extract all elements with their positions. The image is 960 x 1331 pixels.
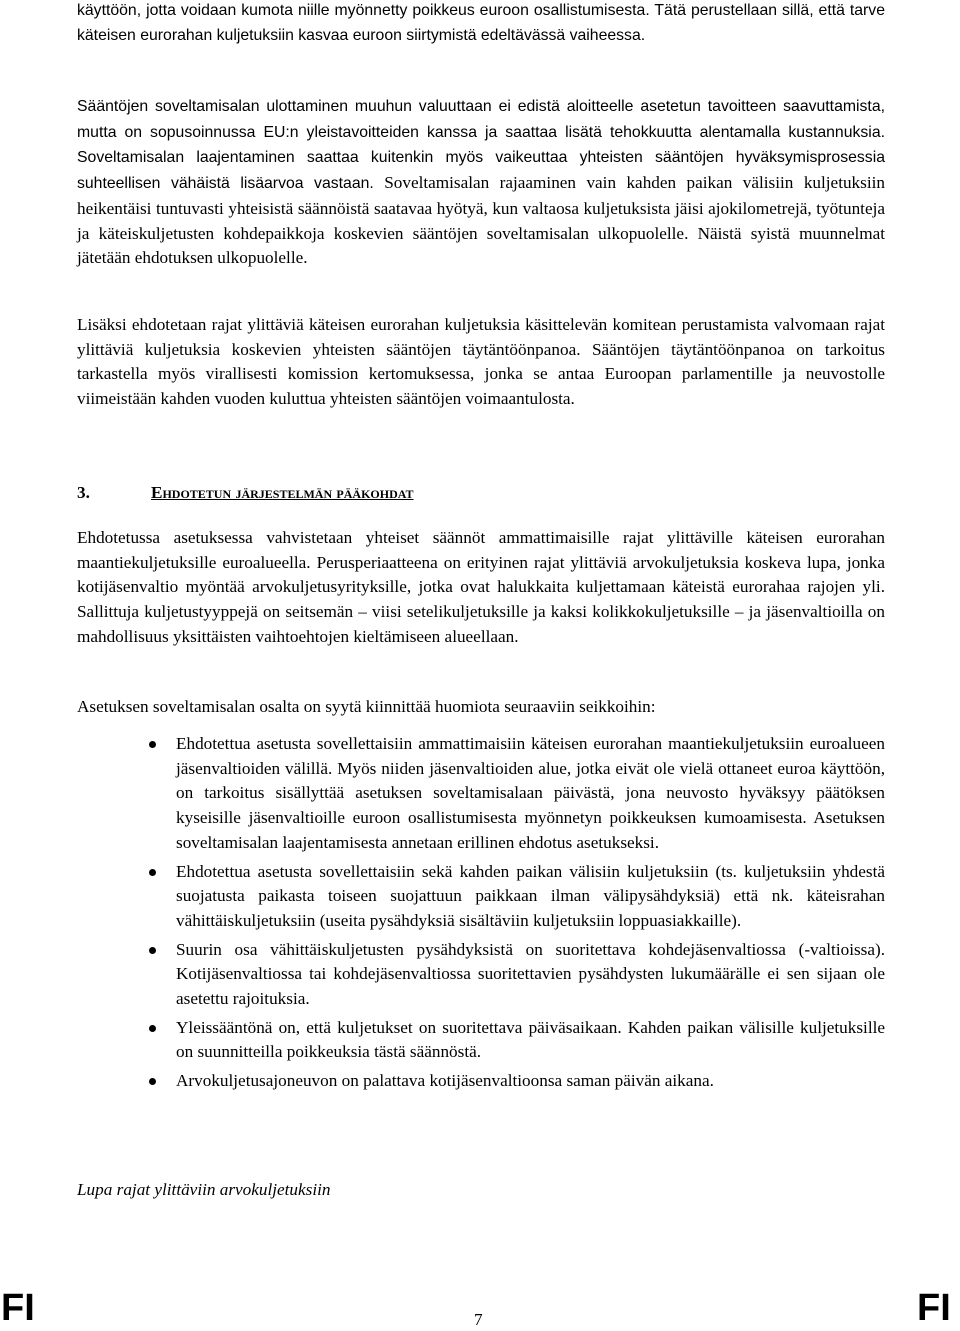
section-number: 3. xyxy=(77,483,90,502)
language-mark-left: FI xyxy=(1,1287,35,1329)
subheading: Lupa rajat ylittäviin arvokuljetuksiin xyxy=(77,1180,331,1199)
paragraph-5: Asetuksen soveltamisalan osalta on syytä kiinnittää huomiota seuraaviin seikkoihin: xyxy=(77,697,656,716)
paragraph-2 xyxy=(77,94,885,271)
bullet-icon xyxy=(149,947,156,954)
paragraph-1: käyttöön, jotta voidaan kumota niille myönnetty poikkeus euroon osallistumisesta. Tätä perustellaan sillä, että tarve käteisen eurorahan kuljetuksiin kasvaa euroon siirtymistä edeltävässä vaiheessa. xyxy=(77,2,885,44)
bullet-icon xyxy=(149,1078,156,1085)
paragraph-4: Ehdotetussa asetuksessa vahvistetaan yhteiset säännöt ammattimaisille rajat ylittäville käteisen eurorahan maantiekuljetuksille euroalueella. Perusperiaatteena on erityinen rajat ylittäviä arvokuljetuksia koskeva lupa, jonka kotijäsenvaltio myöntää arvokuljetusyrityksille, jotka ovat halukkaita kuljettamaan käteistä eurorahaa rajojen yli. Sallittuja kuljetustyyppejä on seitsemän – viisi setelikuljetuksille ja kaksi kolikkokuljetuksille – ja jäsenvaltioilla on mahdollisuus yksittäisten vaihtoehtojen kieltämiseen alueellaan. xyxy=(77,528,885,646)
paragraph-2-sans-part: Sääntöjen soveltamisalan ulottaminen muuhun valuuttaan ei edistä aloitteelle asetetun tavoitteen saavuttamista, mutta on sopusoinnussa EU:n yleistavoitteiden kanssa ja saattaa lisätä tehokkuutta alentamalla kustannuksia. Soveltamisalan laajentaminen saattaa kuitenkin myös vaikeuttaa yhteisten sääntöjen hyväksymisprosessia suhteellisen vähäistä lisäarvoa vastaan. xyxy=(77,98,885,193)
bullet-icon xyxy=(149,869,156,876)
bullet-list xyxy=(176,732,885,1098)
section-heading xyxy=(77,481,885,506)
list-item: Ehdotettua asetusta sovellettaisiin ammattimaisiin käteisen eurorahan maantiekuljetuksiin euroalueen jäsenvaltioiden välillä. Myös niiden jäsenvaltioiden alue, jotka eivät ole vielä ottaneet euroa käyttöön, on tarkoitus sisällyttää asetuksen soveltamisalaan päivästä, jona neuvosto hyväksyy päätöksen kyseisille jäsenvaltioille euroon osallistumisesta myönnetyn poikkeuksen kumoamisesta. Asetuksen soveltamisalan laajentamisesta annetaan erillinen ehdotus asetukseksi. xyxy=(176,732,885,856)
section-title: Ehdotetun järjestelmän pääkohdat xyxy=(151,483,414,502)
list-item: Ehdotettua asetusta sovellettaisiin sekä kahden paikan välisiin kuljetuksiin (ts. kuljetuksiin yhdestä suojatusta paikasta toiseen suojattuun paikkaan ilman välipysähdyksiä) että nk. käteisrahan vähittäiskuljetuksiin (useita pysähdyksiä sisältäviin kuljetuksiin loppuasiakkaille). xyxy=(176,860,885,934)
list-item: Suurin osa vähittäiskuljetusten pysähdyksistä on suoritettava kohdejäsenvaltiossa (-valtioissa). Kotijäsenvaltiossa tai kohdejäsenvaltiossa suoritettavien pysähdysten lukumäärälle ei sen sijaan ole asetettu rajoituksia. xyxy=(176,938,885,1012)
list-item: Arvokuljetusajoneuvon on palattava kotijäsenvaltioonsa saman päivän aikana. xyxy=(176,1069,885,1094)
paragraph-2-serif-part: Soveltamisalan rajaaminen vain kahden paikan välisiin kuljetuksiin heikentäisi tuntuvasti yhteisistä säännöistä saatavaa hyötyä, kun valtaosa kuljetuksista jäisi ajokilometrejä, työtunteja ja käteiskuljetusten kohdepaikkoja koskevien sääntöjen soveltamisalan ulkopuolelle. Näistä syistä muunnelmat jätetään ehdotuksen ulkopuolelle. xyxy=(77,173,885,268)
language-mark-right: FI xyxy=(917,1287,951,1329)
bullet-icon xyxy=(149,741,156,748)
paragraph-3: Lisäksi ehdotetaan rajat ylittäviä käteisen eurorahan kuljetuksia käsittelevän komitean perustamista valvomaan rajat ylittäviä kuljetuksia koskevien yhteisten sääntöjen täytäntöönpanoa. Sääntöjen täytäntöönpanoa on tarkoitus tarkastella myös virallisesti komission kertomuksessa, jonka se antaa Euroopan parlamentille ja neuvostolle viimeistään kahden vuoden kuluttua yhteisten sääntöjen voimaantulosta. xyxy=(77,315,885,409)
list-item: Yleissääntönä on, että kuljetukset on suoritettava päiväsaikaan. Kahden paikan välisille kuljetuksille on suunnitteilla poikkeuksia tästä säännöstä. xyxy=(176,1016,885,1065)
bullet-icon xyxy=(149,1025,156,1032)
page-number: 7 xyxy=(474,1310,483,1329)
